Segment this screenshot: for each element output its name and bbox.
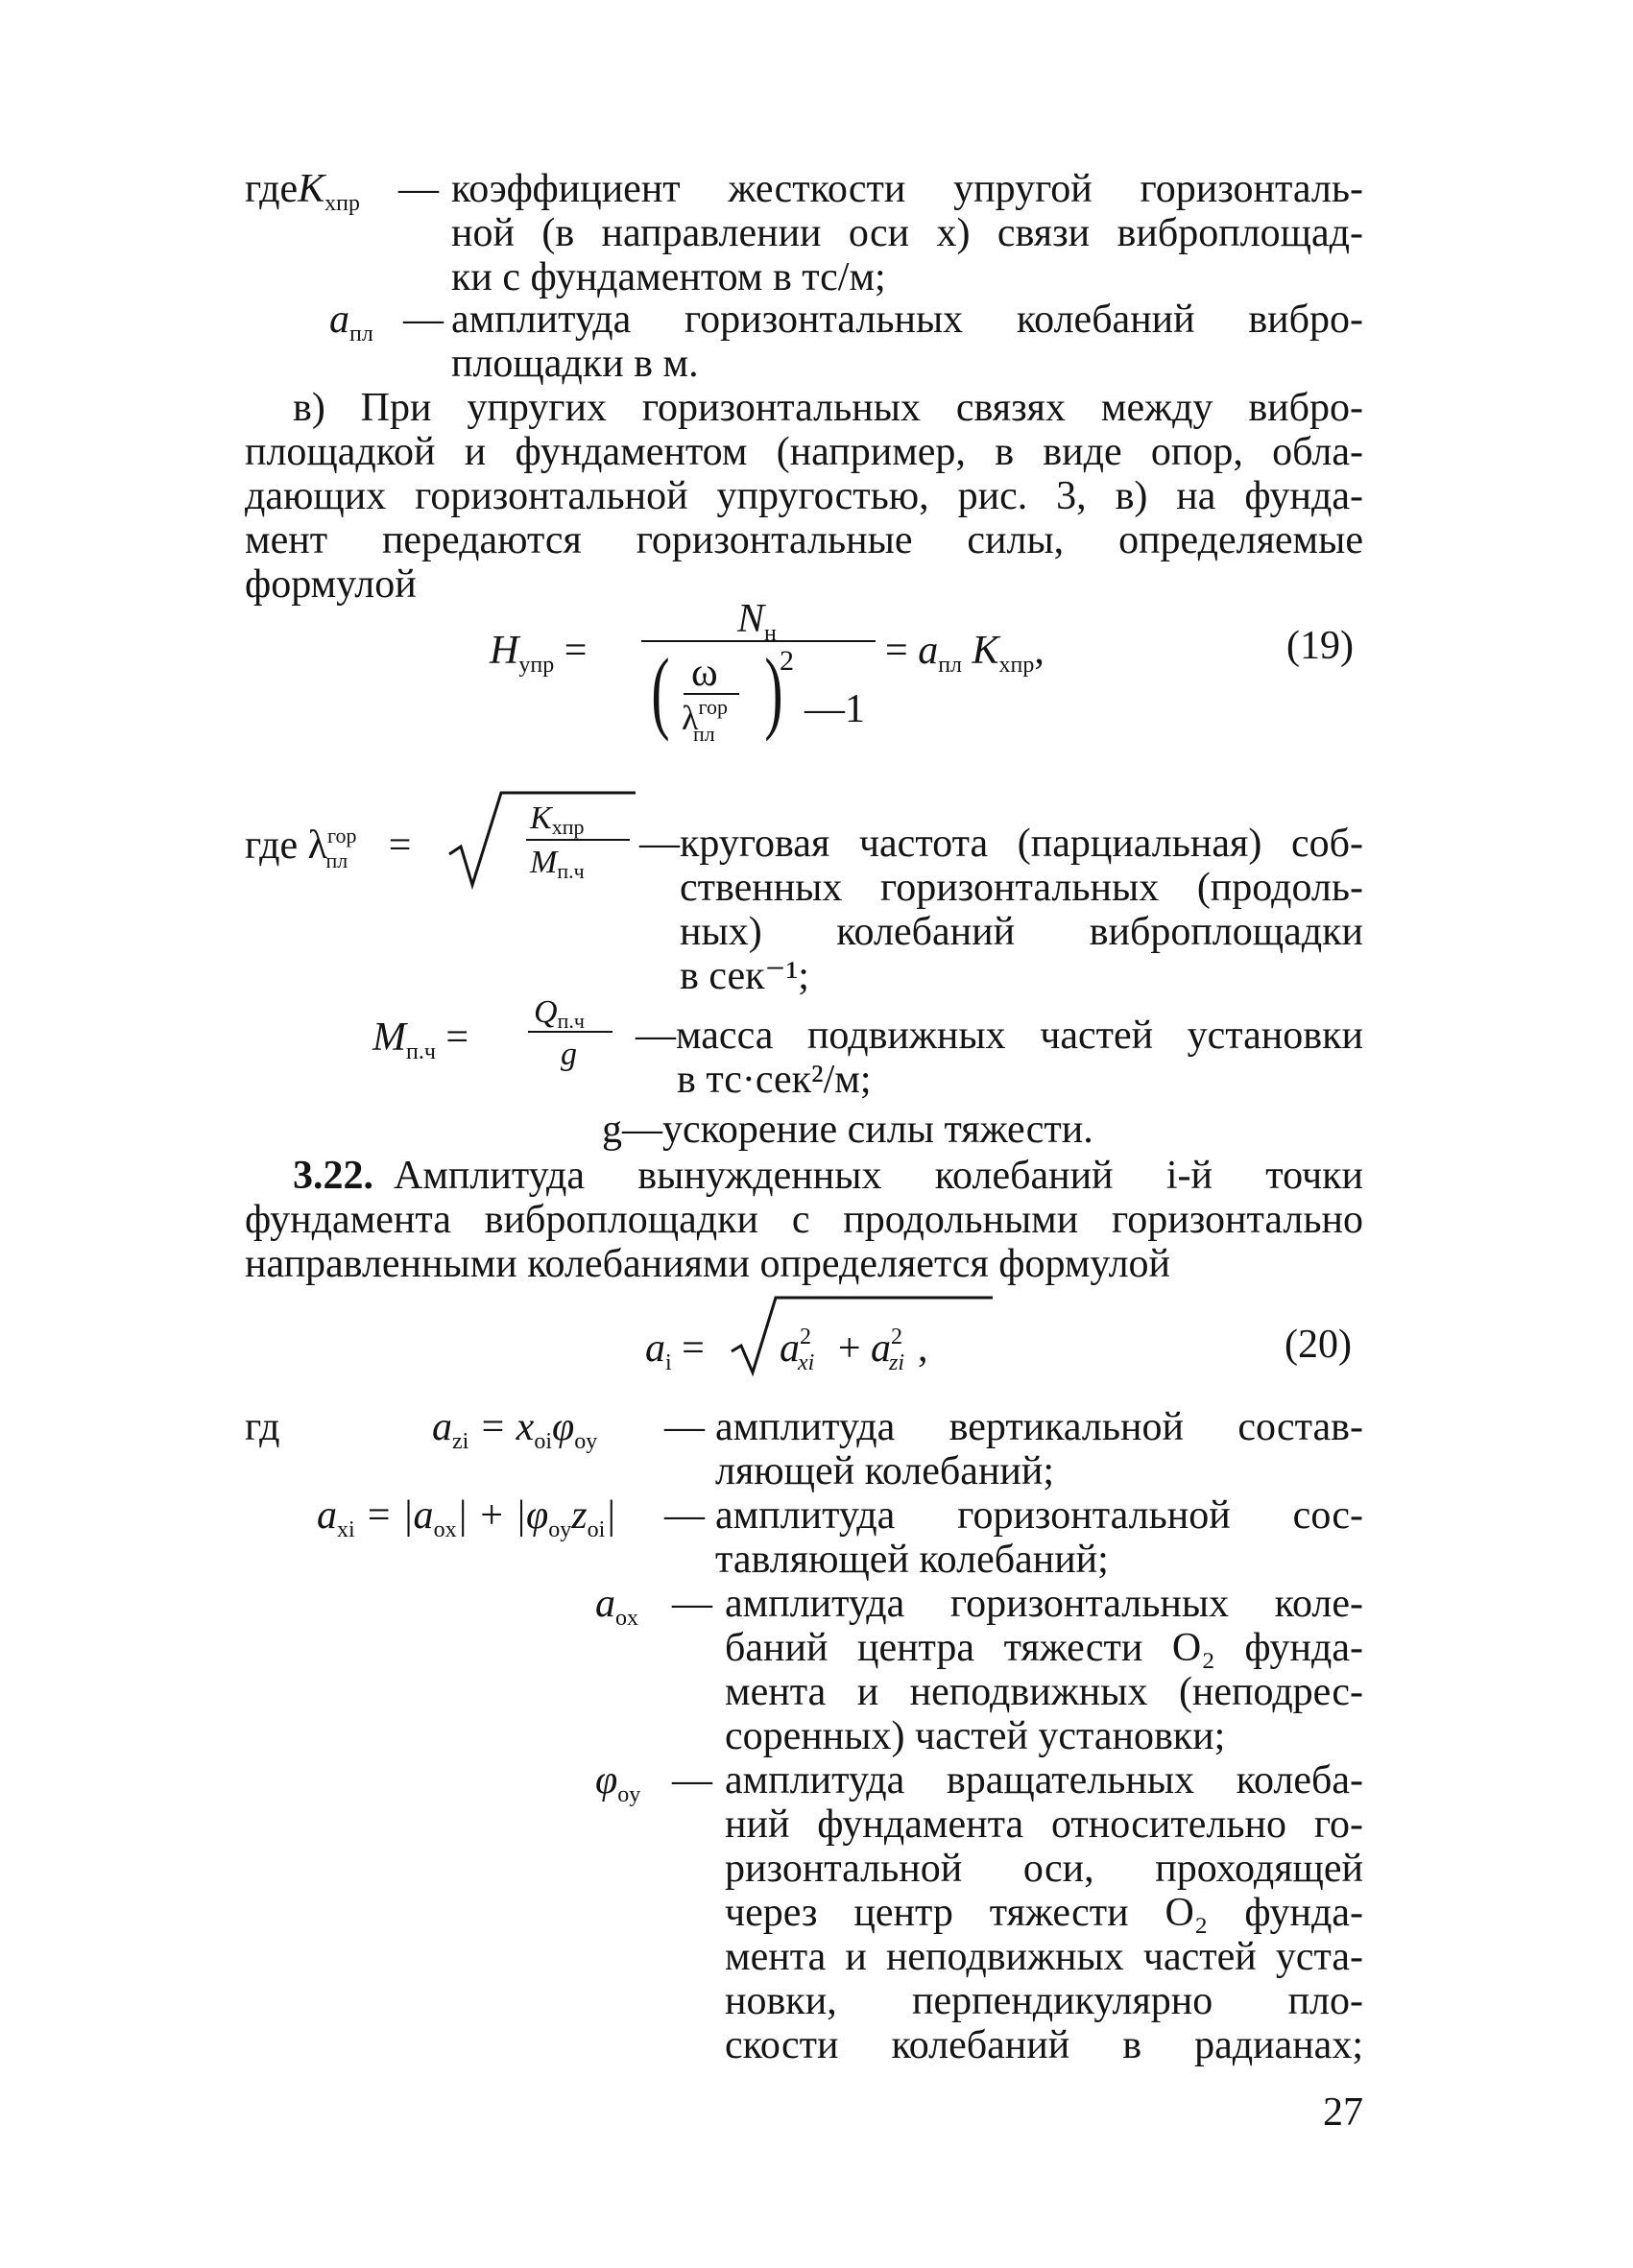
def-phi-line-4: через центр тяжести O₂ фунда- <box>725 1891 1363 1935</box>
def-phi-line-1: амплитуда вращательных колеба- <box>725 1758 1363 1802</box>
eq20-label: (20) <box>1285 1323 1352 1367</box>
def-a-symbol: $a_{пл}$ <box>329 298 373 346</box>
para-322-line-2: фундамента виброплощадки с продольными горизонтально <box>245 1198 1363 1242</box>
def-aox-line-3: мента и неподвижных (неподрес- <box>725 1670 1363 1714</box>
def-lambda-lhs: где $\lambda^{гор}_{пл}$ = <box>245 824 412 872</box>
para-322-line-3: направленными колебаниями определяется формулой <box>245 1242 1171 1286</box>
def-phi-line-7: скости колебаний в радианах; <box>725 2023 1363 2067</box>
def-mass-line-1: —масса подвижных частей установки <box>636 1014 1363 1058</box>
eq20-lhs: $a_i$ = <box>645 1326 705 1375</box>
para-v-line-5: формулой <box>245 562 417 607</box>
def-axi-line-1: амплитуда горизонтальной сос- <box>715 1493 1363 1538</box>
eq19-left-paren: ( <box>651 639 670 742</box>
em-dash: — <box>398 167 439 211</box>
eq19-lhs: $H_{упр}$ = <box>490 629 588 678</box>
eq19-lambda: $\lambda^{гор}_{пл}$ <box>682 695 728 746</box>
def-phi-line-2: ний фундамента относительно го- <box>725 1802 1363 1847</box>
def-lambda-line-4: в сек⁻¹; <box>680 954 809 998</box>
page-number: 27 <box>1323 2090 1363 2135</box>
para-v-line-3: дающих горизонтальной упругостью, рис. 3, в) на фунда- <box>245 474 1363 518</box>
eq19-power: 2 <box>780 645 794 677</box>
def-mass-lhs: $M_{п.ч}$ = <box>372 1015 469 1064</box>
para-v-line-4: мент передаются горизонтальные силы, определяемые <box>245 518 1363 562</box>
def-mass-bar <box>528 1031 612 1033</box>
eq19-minus-one: —1 <box>804 687 865 731</box>
em-dash: — <box>672 1582 712 1626</box>
def-k-symbol: гдеK$_{хпр}$ <box>245 167 361 216</box>
def-phi-line-3: ризонтальной оси, проходящей <box>725 1847 1363 1891</box>
def-phi-line-5: мента и неподвижных частей уста- <box>725 1935 1363 1979</box>
def-axi-symbol: $a_{xi} = |a_{ox}| + |\varphi_{oy}z_{oi}|$ <box>317 1493 616 1542</box>
em-dash: — <box>403 298 444 342</box>
def-mass-den: g <box>561 1037 577 1072</box>
eq20-radicand: $a^2_{xi} + a^2_{zi}$ , <box>780 1325 928 1375</box>
para-322-line-1: Амплитуда вынужденных колебаний i-й точки <box>394 1154 1363 1198</box>
em-dash: — <box>664 1493 705 1538</box>
defs-bottom-prefix: гд <box>245 1405 280 1449</box>
def-lambda-num: Kхпр <box>530 800 585 839</box>
def-lambda-bar <box>526 839 630 841</box>
def-aox-symbol: $a_{ox}$ <box>595 1582 638 1631</box>
para-v-line-1: в) При упругих горизонтальных связях между вибро- <box>293 386 1363 430</box>
def-axi-line-2: тавляющей колебаний; <box>715 1538 1109 1582</box>
def-aox-line-4: соренных) частей установки; <box>725 1714 1226 1758</box>
def-g: g—ускорение силы тяжести. <box>602 1108 1093 1152</box>
def-lambda-line-1: —круговая частота (парциальная) соб- <box>639 822 1363 866</box>
def-lambda-line-2: ственных горизонтальных (продоль- <box>680 866 1363 910</box>
def-phi-line-6: новки, перпендикулярно пло- <box>725 1979 1363 2023</box>
def-a-line-2: площадки в м. <box>451 342 699 386</box>
para-322-number: 3.22. <box>293 1154 373 1198</box>
eq19-omega: ω <box>691 651 718 695</box>
eq19-label: (19) <box>1286 624 1354 668</box>
def-aox-line-1: амплитуда горизонтальных коле- <box>725 1582 1363 1626</box>
def-mass-num: Qп.ч <box>534 994 585 1033</box>
eq19-fraction-bar <box>641 640 876 642</box>
def-a-line-1: амплитуда горизонтальных колебаний вибро- <box>451 298 1363 342</box>
em-dash: — <box>664 1405 705 1449</box>
def-azi-line-1: амплитуда вертикальной состав- <box>715 1405 1363 1449</box>
def-k-line-1: коэффициент жесткости упругой горизонталь- <box>451 167 1363 211</box>
def-mass-line-2: в тс·сек²/м; <box>677 1058 872 1102</box>
def-phi-symbol: $\varphi_{oy}$ <box>595 1758 641 1807</box>
em-dash: — <box>672 1758 712 1802</box>
def-lambda-line-3: ных) колебаний виброплощадки <box>680 910 1363 954</box>
def-lambda-den: Mп.ч <box>530 845 585 883</box>
eq19-rhs: = $a_{пл}$ $K_{хпр}$, <box>885 629 1045 678</box>
def-azi-symbol: $a_{zi} = x_{oi}\varphi_{oy}$ <box>432 1405 598 1454</box>
eq19-numerator: $N_н$ <box>737 597 777 646</box>
def-aox-line-2: баний центра тяжести O₂ фунда- <box>725 1626 1363 1670</box>
eq19-right-paren: ) <box>764 639 783 742</box>
para-v-line-2: площадкой и фундаментом (например, в виде опор, обла- <box>245 430 1363 474</box>
def-azi-line-2: ляющей колебаний; <box>715 1449 1055 1493</box>
def-k-line-3: ки с фундаментом в тс/м; <box>451 255 886 299</box>
def-k-line-2: ной (в направлении оси x) связи виброплощад- <box>451 211 1363 255</box>
